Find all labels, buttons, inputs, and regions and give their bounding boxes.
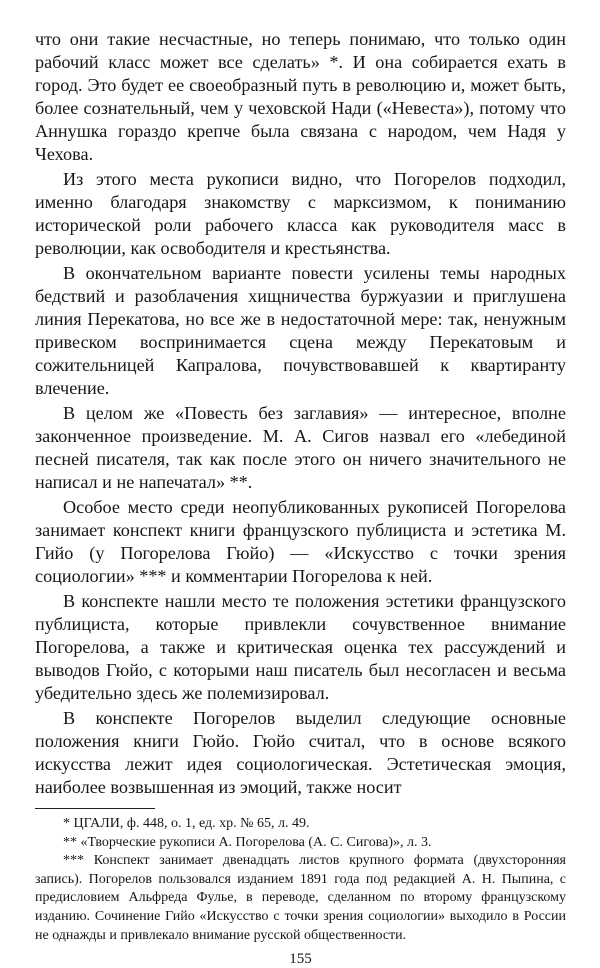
footnote: *** Конспект занимает двенадцать листов крупного формата (двухсторонняя запись). Погорелов пользовался изданием 1891 года под редакцией А. Н. Пыпина, с предисловием Альфреда Фулье, в переводе, сделанном по второму французскому изданию. Сочинение Гийо «Искусство с точки зрения социологии» выходило в России не однажды и привлекало внимание русской общественности. — [35, 853, 566, 943]
paragraph: В окончательном варианте повести усилены темы народных бедствий и разоблачения хищничества буржуазии и приглушена линия Перекатова, но все же в недостаточной мере: так, ненужным привеском воспринимается сцена между Перекатовым и сожительницей Капралова, почувствовавшей к квартиранту влечение. — [35, 263, 566, 398]
paragraph: Особое место среди неопубликованных рукописей Погорелова занимает конспект книги французского публициста и эстетика М. Гийо (у Погорелова Гюйо) — «Искусство с точки зрения социологии» *** и комментарии Погорелова к ней. — [35, 497, 566, 586]
paragraph: В целом же «Повесть без заглавия» — интересное, вполне законченное произведение. М. А. Сигов назвал его «лебединой песней писателя, так как после этого он ничего значительного не написал и не напечатал» **. — [35, 403, 566, 492]
footnote: ** «Творческие рукописи А. Погорелова (А. С. Сигова)», л. 3. — [63, 834, 432, 850]
main-text — [35, 28, 566, 799]
paragraph: В конспекте нашли место те положения эстетики французского публициста, которые привлекли сочувственное внимание Погорелова, а также и критическая оценка тех рассуждений и выводов Гюйо, с которыми наш писатель был несогласен и весьма убедительно здесь же полемизировал. — [35, 591, 566, 703]
paragraph: что они такие несчастные, но теперь понимаю, что только один рабочий класс может все сделать» *. И она собирается ехать в город. Это будет ее своеобразный путь в революцию и, может быть, более сознательный, чем у чеховской Нади («Невеста»), потому что Аннушка гораздо крепче была связана с народом, чем Надя у Чехова. — [35, 29, 566, 164]
paragraph: В конспекте Погорелов выделил следующие основные положения книги Гюйо. Гюйо считал, что в основе всякого искусства лежит идея социологическая. Эстетическая эмоция, наиболее возвышенная из эмоций, также носит — [35, 708, 566, 797]
page-number: 155 — [289, 951, 312, 968]
footnotes — [35, 815, 566, 945]
paragraph: Из этого места рукописи видно, что Погорелов подходил, именно благодаря знакомству с марксизмом, к пониманию исторической роли рабочего класса как руководителя масс в революции, как освободителя и крестьянства. — [35, 169, 566, 258]
footnote: * ЦГАЛИ, ф. 448, о. 1, ед. хр. № 65, л. 49. — [63, 816, 310, 831]
footnote-divider — [35, 808, 155, 809]
